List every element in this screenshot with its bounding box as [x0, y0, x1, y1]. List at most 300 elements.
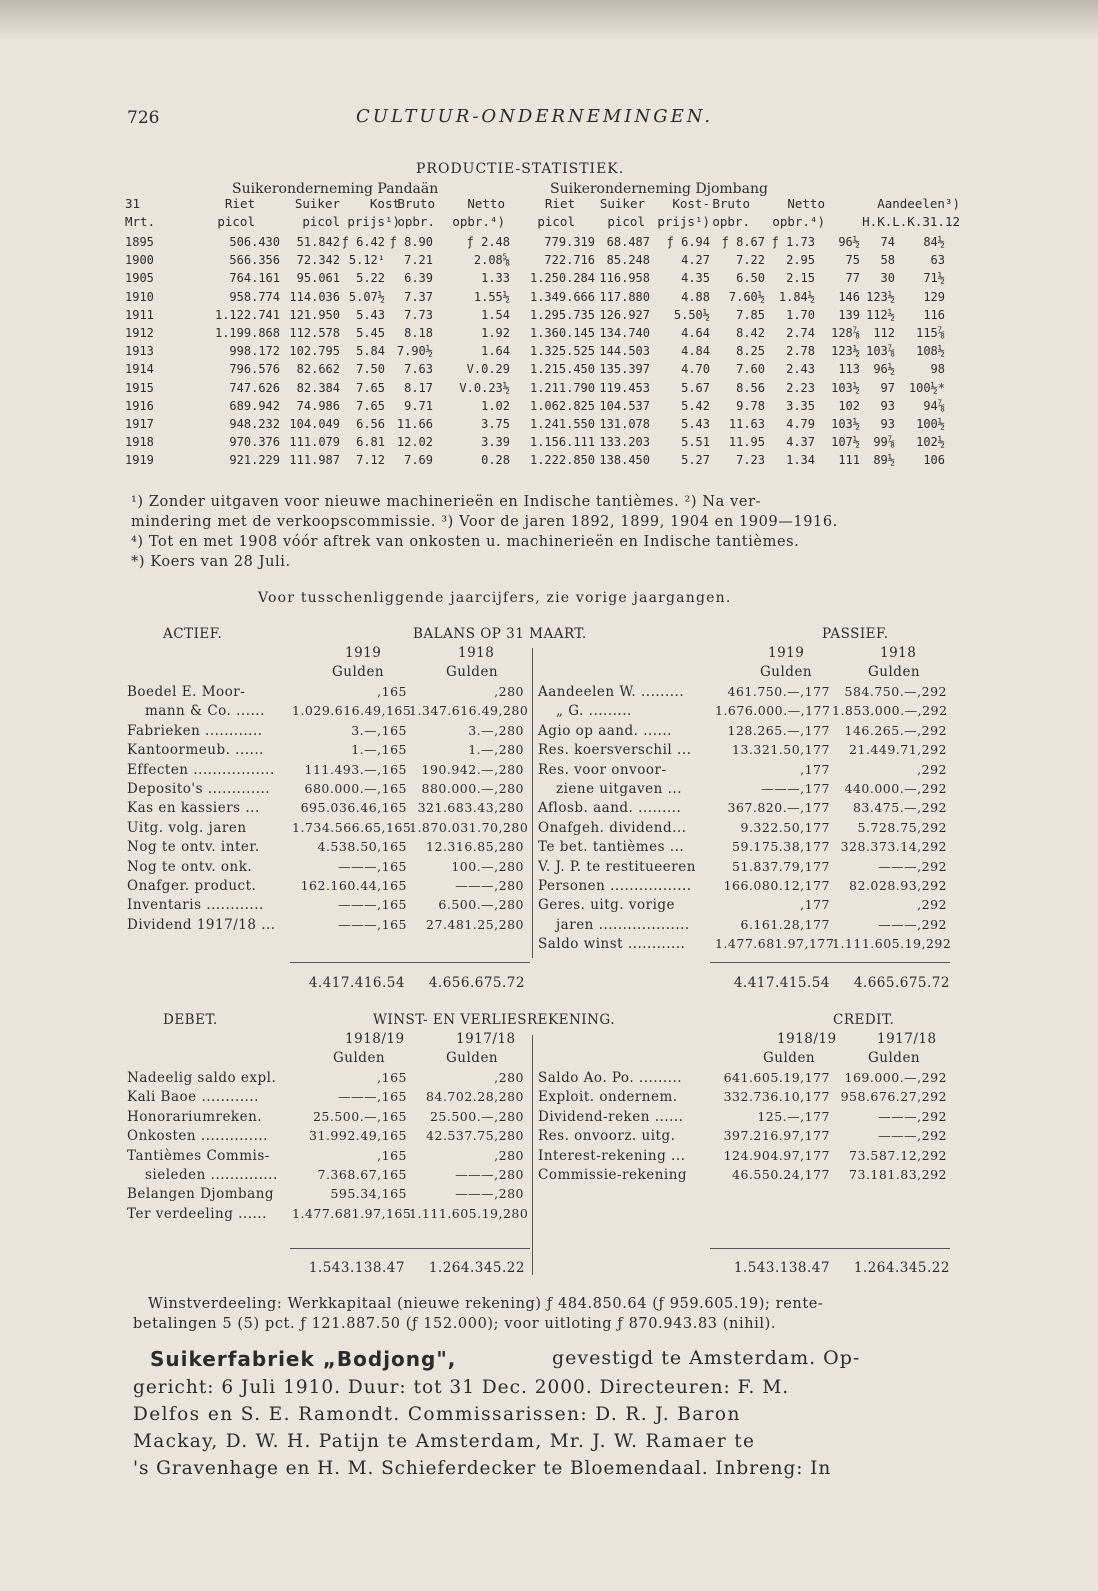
production-row-cell: 1.122.741 — [214, 307, 280, 322]
production-row-cell: 117.880 — [599, 289, 650, 304]
production-row-cell: ƒ 6.42 — [341, 235, 385, 249]
credit-row — [538, 1148, 950, 1167]
production-header-2-cell: opbr.⁴) — [452, 214, 505, 229]
production-row-cell: 126.927 — [599, 307, 650, 322]
production-row-cell: ƒ 2.48 — [466, 235, 510, 249]
production-header-1-cell: Suiker — [294, 196, 340, 211]
debet-value: 25.500.—,165 — [312, 1108, 407, 1124]
production-row-cell: 103⅞ — [866, 344, 895, 359]
pl-divider — [532, 1035, 533, 1275]
production-row-cell: 3.75 — [481, 417, 510, 431]
production-row-cell: 1.215.450 — [529, 362, 595, 377]
production-row-cell: 30 — [880, 271, 895, 286]
production-header-1-cell: Bruto — [712, 196, 750, 211]
actief-value: 680.000.—,165 — [304, 781, 407, 796]
actief-label: Onafger. product. — [127, 878, 257, 894]
production-row — [125, 289, 960, 307]
production-row-cell: 5.84 — [356, 344, 385, 359]
debet-value: ———,165 — [338, 1089, 407, 1105]
production-row-cell: 7.63 — [404, 362, 433, 377]
actief-row — [127, 684, 527, 703]
group-header-djombang: Suikeronderneming Djombang — [550, 181, 768, 197]
credit-label: Commissie-rekening — [538, 1167, 688, 1183]
production-row-cell: 11.66 — [396, 417, 433, 431]
production-row-cell: 566.356 — [229, 253, 280, 268]
actief-value: 695.036.46,165 — [300, 800, 407, 816]
debet-value: ———,280 — [455, 1167, 524, 1182]
production-header-2-cell: opbr. — [397, 214, 435, 229]
debet-label: sieleden .............. — [145, 1167, 278, 1183]
production-row-cell: 3.39 — [481, 435, 510, 450]
actief-value: 162.160.44,165 — [300, 878, 407, 893]
production-row-cell: 7.69 — [404, 453, 433, 468]
production-row-cell: 7.50 — [356, 362, 385, 377]
production-row-cell: 6.56 — [356, 417, 385, 431]
production-header-1-cell: Suiker — [599, 196, 645, 211]
production-row-cell: 3.35 — [786, 398, 815, 413]
passief-label: Geres. uitg. vorige — [538, 897, 676, 914]
actief-value: 12.316.85,280 — [426, 839, 524, 855]
debet-year-1: 1918/19 — [345, 1031, 405, 1047]
production-row-cell: 58 — [880, 253, 895, 268]
production-row-cell: 6.81 — [356, 435, 385, 450]
production-row-cell: 1917 — [125, 417, 154, 431]
production-row-cell: 7.65 — [356, 380, 385, 395]
production-header-2 — [125, 214, 960, 232]
production-row-cell: 103½ — [831, 417, 860, 431]
production-row-cell: 796.576 — [229, 362, 280, 377]
production-row-cell: 2.95 — [786, 253, 815, 268]
footnote-2: mindering met de verkoopscommissie. ³) Voor de jaren 1892, 1899, 1904 en 1909—1916. — [131, 514, 838, 530]
production-row-cell: 98 — [930, 362, 945, 377]
production-row-cell: 970.376 — [229, 435, 280, 450]
passief-value: 128.265.—,177 — [727, 722, 830, 738]
actief-label: mann & Co. ...... — [145, 703, 265, 720]
production-header-1 — [125, 196, 960, 214]
production-header-1-cell: Bruto — [397, 196, 435, 211]
actief-value: ,280 — [494, 684, 524, 699]
credit-year-2: 1917/18 — [877, 1031, 937, 1047]
production-row — [125, 416, 960, 434]
production-row-cell: 1918 — [125, 435, 154, 450]
production-row-cell: 0.28 — [481, 453, 510, 468]
production-row-cell: 6.39 — [404, 271, 433, 286]
actief-row — [127, 897, 527, 916]
actief-row — [127, 820, 527, 839]
actief-value: 1.029.616.49,165 — [292, 703, 412, 719]
production-row-cell: 51.842 — [296, 235, 340, 249]
production-row-cell: 106 — [923, 453, 945, 468]
production-row-cell: 104.049 — [289, 417, 340, 431]
production-row-cell: 89½ — [873, 453, 895, 468]
production-row-cell: 4.64 — [681, 326, 710, 340]
company-line-2: gericht: 6 Juli 1910. Duur: tot 31 Dec. 2000. Directeuren: F. M. — [133, 1377, 790, 1398]
credit-row — [538, 1167, 950, 1186]
production-row-cell: 1911 — [125, 307, 154, 322]
production-row-cell: 138.450 — [599, 453, 650, 468]
passief-label: ziene uitgaven ... — [556, 781, 682, 797]
debet-row — [127, 1186, 527, 1205]
passief-label: „ G. ......... — [556, 703, 632, 720]
production-row-cell: 5.51 — [681, 435, 710, 450]
production-row-cell: 123½ — [831, 344, 860, 359]
production-row-cell: 7.85 — [736, 307, 765, 322]
passief-row — [538, 820, 950, 839]
passief-value: ———,292 — [878, 858, 947, 874]
debet-value: ,280 — [494, 1070, 524, 1085]
actief-value: 321.683.43,280 — [417, 800, 524, 816]
debet-label: Belangen Djombang — [127, 1186, 275, 1203]
debet-value: ,280 — [494, 1147, 524, 1163]
credit-total-rule — [710, 1248, 950, 1249]
distribution-line-1: Winstverdeeling: Werkkapitaal (nieuwe rekening) ƒ 484.850.64 (ƒ 959.605.19); rente- — [148, 1296, 824, 1312]
footnote-4: *) Koers van 28 Juli. — [131, 554, 291, 570]
actief-value: 27.481.25,280 — [426, 916, 524, 932]
passief-total-1919: 4.417.415.54 — [733, 975, 830, 991]
production-header-1-cell: Riet — [544, 196, 575, 211]
production-row-cell: 8.56 — [736, 380, 765, 395]
production-row-cell: ƒ 8.90 — [389, 235, 433, 249]
actief-value: 190.942.—,280 — [421, 761, 524, 777]
actief-label: Inventaris ............ — [127, 897, 264, 914]
production-row — [125, 398, 960, 416]
production-row-cell: 93 — [880, 398, 895, 413]
production-row-cell: 102½ — [916, 435, 945, 450]
production-row-cell: 93 — [880, 417, 895, 431]
production-row — [125, 343, 960, 361]
production-header-2-cell: picol — [302, 214, 340, 229]
production-row-cell: 112.578 — [289, 326, 340, 340]
passief-value: 461.750.—,177 — [727, 684, 830, 699]
debet-title: DEBET. — [163, 1012, 218, 1028]
debet-label: Ter verdeeling ...... — [127, 1205, 267, 1222]
production-row-cell: 2.23 — [786, 380, 815, 395]
production-row-cell: 99⅞ — [873, 435, 895, 450]
production-row-cell: 1.222.850 — [529, 453, 595, 468]
passief-value: 82.028.93,292 — [849, 878, 947, 893]
debet-value: 7.368.67,165 — [317, 1167, 407, 1182]
actief-label: Effecten ................. — [127, 761, 275, 778]
production-row-cell: 4.79 — [786, 417, 815, 431]
passief-value: 440.000.—,292 — [844, 781, 947, 796]
passief-value: ,292 — [917, 897, 947, 913]
production-row-cell: 85.248 — [606, 253, 650, 268]
credit-row — [538, 1070, 950, 1089]
production-header-2-cell: prijs¹) — [347, 214, 400, 229]
production-row-cell: 71½ — [923, 271, 945, 286]
debet-value: 1.111.605.19,280 — [409, 1205, 529, 1221]
balance-title: BALANS OP 31 MAART. — [413, 626, 587, 642]
actief-value: ,165 — [377, 684, 407, 699]
footnote-1: ¹) Zonder uitgaven voor nieuwe machinerieën en Indische tantièmes. ²) Na ver- — [131, 494, 762, 510]
production-row-cell: 72.342 — [296, 253, 340, 268]
passief-value: ,177 — [800, 761, 830, 777]
production-row-cell: 1.156.111 — [529, 435, 595, 450]
debet-label: Nadeelig saldo expl. — [127, 1070, 277, 1086]
production-row-cell: 1.70 — [786, 307, 815, 322]
production-row-cell: 1.199.868 — [214, 326, 280, 340]
production-row-cell: 5.43 — [681, 417, 710, 431]
production-header-2-cell: opbr.⁴) — [772, 214, 825, 229]
production-row-cell: 1900 — [125, 253, 154, 268]
production-row-cell: 2.15 — [786, 271, 815, 286]
production-row-cell: 4.88 — [681, 289, 710, 304]
production-row-cell: 2.08⅝ — [473, 253, 510, 268]
production-row-cell: 7.60½ — [728, 289, 765, 304]
passief-row — [538, 800, 950, 819]
production-row-cell: 9.71 — [404, 398, 433, 413]
production-row-cell: 111 — [838, 453, 860, 468]
company-name: Suikerfabriek „Bodjong", — [150, 1347, 457, 1371]
passief-label: Personen ................. — [538, 878, 692, 894]
credit-value: 169.000.—,292 — [844, 1070, 947, 1085]
credit-label: Exploit. ondernem. — [538, 1089, 678, 1106]
debet-row — [127, 1109, 527, 1128]
production-row-cell: 77 — [845, 271, 860, 286]
passief-value: ,177 — [800, 897, 830, 913]
production-row-cell: 128⅞ — [831, 326, 860, 340]
production-row-cell: 722.716 — [544, 253, 595, 268]
actief-title: ACTIEF. — [163, 626, 223, 642]
production-row-cell: ƒ 6.94 — [666, 235, 710, 249]
actief-value: ———,165 — [338, 897, 407, 913]
passief-title: PASSIEF. — [822, 626, 889, 642]
production-row-cell: 74 — [880, 235, 895, 249]
debet-value: ,165 — [377, 1147, 407, 1163]
pl-title: WINST- EN VERLIESREKENING. — [373, 1012, 616, 1028]
debet-row — [127, 1070, 527, 1089]
actief-row — [127, 859, 527, 878]
production-row-cell: 139 — [838, 307, 860, 322]
interim-note: Voor tusschenliggende jaarcijfers, zie vorige jaargangen. — [258, 590, 732, 606]
production-row-cell: 8.25 — [736, 344, 765, 359]
production-header-2-cell: H.K.L.K.31.12 — [862, 214, 960, 229]
passief-row — [538, 684, 950, 703]
passief-label: Aandeelen W. ......... — [538, 684, 685, 700]
actief-value: 1.—,165 — [351, 742, 407, 758]
actief-label: Nog te ontv. inter. — [127, 839, 260, 856]
credit-unit-2: Gulden — [868, 1050, 921, 1066]
production-header-1-cell: Kost — [369, 196, 400, 211]
credit-value: 73.587.12,292 — [849, 1147, 947, 1163]
production-row-cell: 5.50½ — [673, 307, 710, 322]
production-row — [125, 234, 960, 252]
passief-value: 1.477.681.97,177 — [715, 936, 835, 952]
production-row-cell: 5.43 — [356, 307, 385, 322]
actief-value: 1.870.031.70,280 — [409, 819, 529, 835]
production-row-cell: 1919 — [125, 453, 154, 468]
passief-label: Agio op aand. ...... — [538, 722, 672, 739]
production-row-cell: 9.78 — [736, 398, 765, 413]
company-line-4: Mackay, D. W. H. Patijn te Amsterdam, Mr. J. W. Ramaer te — [133, 1431, 756, 1452]
production-row-cell: 84½ — [923, 235, 945, 249]
company-line-1: gevestigd te Amsterdam. Op- — [552, 1347, 861, 1369]
production-row-cell: 82.662 — [296, 362, 340, 377]
production-row-cell: 1895 — [125, 235, 154, 249]
production-row-cell: 1.84½ — [778, 289, 815, 304]
footnote-3: ⁴) Tot en met 1908 vóór aftrek van onkosten u. machinerieën en Indische tantièmes. — [131, 534, 800, 550]
production-row-cell: 1905 — [125, 271, 154, 286]
production-header-2-cell: picol — [217, 214, 255, 229]
actief-year-2: 1918 — [458, 645, 495, 661]
production-row-cell: 764.161 — [229, 271, 280, 286]
production-row-cell: 1.211.790 — [529, 380, 595, 395]
production-row-cell: 1.250.284 — [529, 271, 595, 286]
production-row-cell: 4.27 — [681, 253, 710, 268]
production-row-cell: 7.21 — [404, 253, 433, 268]
production-row-cell: 1916 — [125, 398, 154, 413]
actief-row — [127, 781, 527, 800]
production-row-cell: 144.503 — [599, 344, 650, 359]
actief-label: Nog te ontv. onk. — [127, 858, 253, 875]
passief-row — [538, 936, 950, 955]
credit-label: Interest-rekening ... — [538, 1147, 686, 1164]
debet-row — [127, 1128, 527, 1147]
passief-value: 9.322.50,177 — [740, 819, 830, 835]
actief-label: Uitg. volg. jaren — [127, 819, 247, 836]
production-row-cell: 116 — [923, 307, 945, 322]
production-row-cell: 11.95 — [728, 435, 765, 450]
actief-total-1919: 4.417.416.54 — [308, 975, 405, 991]
debet-row — [127, 1167, 527, 1186]
production-row-cell: 7.60 — [736, 362, 765, 377]
passief-row — [538, 897, 950, 916]
credit-total-2: 1.264.345.22 — [853, 1260, 950, 1276]
passief-row — [538, 878, 950, 897]
production-header-2-cell: picol — [537, 214, 575, 229]
credit-value: 73.181.83,292 — [849, 1167, 947, 1182]
production-row-cell: 113 — [838, 362, 860, 377]
production-row-cell: 131.078 — [599, 417, 650, 431]
production-row-cell: 506.430 — [229, 235, 280, 249]
production-row-cell: 94⅞ — [923, 398, 945, 413]
passief-row — [538, 781, 950, 800]
production-row-cell: 134.740 — [599, 326, 650, 340]
production-row — [125, 434, 960, 452]
balance-divider — [532, 648, 533, 958]
passief-total-1918: 4.665.675.72 — [853, 975, 950, 991]
production-row-cell: 921.229 — [229, 453, 280, 468]
debet-row — [127, 1206, 527, 1225]
credit-value: 641.605.19,177 — [723, 1070, 830, 1085]
actief-label: Kas en kassiers ... — [127, 800, 260, 817]
production-row-cell: 146 — [838, 289, 860, 304]
debet-value: 595.34,165 — [330, 1186, 407, 1202]
production-row-cell: 1.33 — [481, 271, 510, 286]
credit-value: 332.736.10,177 — [723, 1089, 830, 1105]
credit-value: 397.216.97,177 — [723, 1128, 830, 1144]
production-row-cell: 1.55½ — [473, 289, 510, 304]
group-header-pandaan: Suikeronderneming Pandaän — [232, 181, 439, 197]
actief-row — [127, 723, 527, 742]
production-row-cell: 97 — [880, 380, 895, 395]
company-line-3: Delfos en S. E. Ramondt. Commissarissen: D. R. J. Baron — [133, 1404, 741, 1425]
passief-label: Aflosb. aand. ......... — [538, 800, 682, 817]
passief-value: 83.475.—,292 — [852, 800, 947, 816]
actief-total-rule — [290, 962, 530, 963]
production-row-cell: 12.02 — [396, 435, 433, 450]
production-row-cell: 119.453 — [599, 380, 650, 395]
credit-unit-1: Gulden — [763, 1050, 816, 1066]
production-row-cell: 111.987 — [289, 453, 340, 468]
credit-title: CREDIT. — [833, 1012, 895, 1028]
running-title: CULTUUR-ONDERNEMINGEN. — [356, 106, 714, 127]
passief-year-2: 1918 — [880, 645, 917, 661]
production-row-cell: 7.65 — [356, 398, 385, 413]
credit-label: Dividend-reken ...... — [538, 1108, 684, 1125]
actief-value: 111.493.—,165 — [304, 761, 407, 777]
production-row-cell: 103½ — [831, 380, 860, 395]
production-row — [125, 307, 960, 325]
passief-row — [538, 723, 950, 742]
passief-total-rule — [710, 962, 950, 963]
debet-value: ,165 — [377, 1070, 407, 1085]
production-row-cell: 1915 — [125, 380, 154, 395]
actief-value: 3.—,165 — [351, 722, 407, 738]
passief-value: 1.853.000.—,292 — [832, 703, 948, 719]
actief-value: 880.000.—,280 — [421, 781, 524, 796]
passief-row — [538, 742, 950, 761]
production-row-cell: 948.232 — [229, 417, 280, 431]
production-row-cell: 1.360.145 — [529, 326, 595, 340]
debet-value: 31.992.49,165 — [309, 1128, 407, 1144]
actief-label: Deposito's ............. — [127, 781, 271, 797]
passief-value: 21.449.71,292 — [849, 742, 947, 758]
passief-value: 1.111.605.19,292 — [832, 936, 952, 952]
production-row-cell: 8.17 — [404, 380, 433, 395]
production-row-cell: 4.35 — [681, 271, 710, 286]
production-row-cell: 74.986 — [296, 398, 340, 413]
production-header-1-cell: Kost- — [672, 196, 710, 211]
production-row — [125, 380, 960, 398]
actief-value: 3.—,280 — [468, 722, 524, 738]
production-row-cell: 114.036 — [289, 289, 340, 304]
actief-label: Fabrieken ............ — [127, 722, 263, 739]
passief-value: 1.676.000.—,177 — [715, 703, 831, 719]
production-row-cell: 1.349.666 — [529, 289, 595, 304]
production-row-cell: V.0.29 — [466, 362, 510, 377]
actief-value: 1.—,280 — [468, 742, 524, 758]
production-row-cell: 1.64 — [481, 344, 510, 359]
passief-label: V. J. P. te restitueeren — [538, 858, 696, 875]
passief-value: 166.080.12,177 — [723, 878, 830, 893]
production-row — [125, 270, 960, 288]
production-row-cell: 1.54 — [481, 307, 510, 322]
debet-row — [127, 1089, 527, 1108]
production-row-cell: 68.487 — [606, 235, 650, 249]
distribution-line-2: betalingen 5 (5) pct. ƒ 121.887.50 (ƒ 152.000); voor uitloting ƒ 870.943.83 (nihil). — [133, 1316, 777, 1332]
credit-value: 958.676.27,292 — [840, 1089, 947, 1105]
production-row-cell: 96½ — [873, 362, 895, 377]
production-row-cell: 4.37 — [786, 435, 815, 450]
passief-label: Onafgeh. dividend... — [538, 819, 687, 836]
actief-row — [127, 762, 527, 781]
production-row-cell: 82.384 — [296, 380, 340, 395]
passief-value: 367.820.—,177 — [727, 800, 830, 816]
production-header-2-cell: opbr. — [712, 214, 750, 229]
credit-total-1: 1.543.138.47 — [733, 1260, 830, 1276]
debet-value: 1.477.681.97,165 — [292, 1205, 412, 1221]
production-row-cell: 7.37 — [404, 289, 433, 304]
passief-value: 5.728.75,292 — [857, 819, 947, 835]
production-row — [125, 325, 960, 343]
production-row-cell: 8.42 — [736, 326, 765, 340]
debet-total-rule — [290, 1248, 530, 1249]
production-row-cell: 115⅞ — [916, 326, 945, 340]
production-header-2-cell: prijs¹) — [657, 214, 710, 229]
actief-label: Kantoormeub. ...... — [127, 742, 264, 759]
production-row-cell: 1910 — [125, 289, 154, 304]
